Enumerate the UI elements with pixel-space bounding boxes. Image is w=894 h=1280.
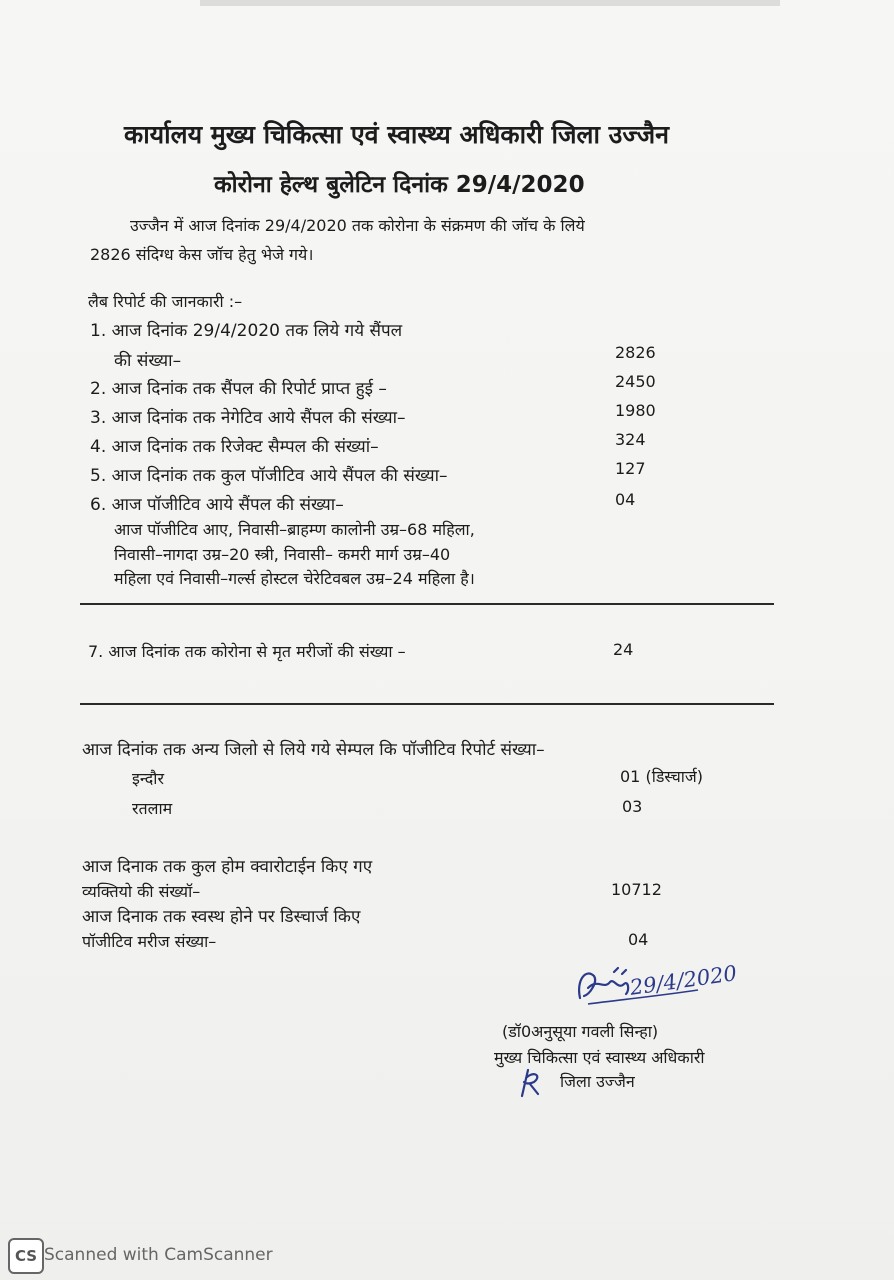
quarantine-value: 10712 bbox=[611, 880, 662, 899]
bulletin-title: कोरोना हेल्थ बुलेटिन दिनांक 29/4/2020 bbox=[214, 172, 585, 198]
lab-item-1-label-line-2: की संख्या– bbox=[114, 351, 182, 371]
lab-heading: लैब रिपोर्ट की जानकारी :– bbox=[88, 292, 243, 311]
lab-item-3-label: 3. आज दिनांक तक नेगेटिव आये सैंपल की संख्या– bbox=[90, 408, 406, 428]
positive-detail-line-3: महिला एवं निवासी–गर्ल्स होस्टल चेरेटिवबल उम्र–24 महिला है। bbox=[114, 569, 475, 588]
office-title: कार्यालय मुख्य चिकित्सा एवं स्वास्थ्य अधिकारी जिला उज्जैन bbox=[124, 120, 670, 149]
signatory-district: जिला उज्जैन bbox=[560, 1072, 635, 1091]
lab-item-1-value: 2826 bbox=[615, 343, 656, 362]
lab-item-2-label: 2. आज दिनांक तक सैंपल की रिपोर्ट प्राप्त हुई – bbox=[90, 379, 387, 399]
intro-line-2: 2826 संदिग्ध केस जॉच हेतु भेजे गये। bbox=[90, 245, 314, 264]
deaths-label: 7. आज दिनांक तक कोरोना से मृत मरीजों की संख्या – bbox=[88, 642, 406, 661]
intro-line-1: उज्जैन में आज दिनांक 29/4/2020 तक कोरोना के संक्रमण की जॉच के लिये bbox=[130, 216, 585, 235]
divider-2 bbox=[80, 703, 774, 705]
positive-detail-line-1: आज पॉजीटिव आए, निवासी–ब्राहम्ण कालोनी उम्र–68 महिला, bbox=[114, 520, 475, 539]
discharge-value: 04 bbox=[628, 930, 649, 949]
quarantine-line-1: आज दिनाक तक कुल होम क्वारोटाईन किए गए bbox=[82, 857, 373, 877]
discharge-line-2: पॉजीटिव मरीज संख्या– bbox=[82, 932, 217, 951]
other-districts-heading: आज दिनांक तक अन्य जिलो से लिये गये सेम्पल कि पॉजीटिव रिपोर्ट संख्या– bbox=[82, 740, 545, 760]
discharge-line-1: आज दिनाक तक स्वस्थ होने पर डिस्चार्ज किए bbox=[82, 907, 361, 927]
lab-item-4-label: 4. आज दिनांक तक रिजेक्ट सैम्पल की संख्यां– bbox=[90, 437, 379, 457]
signatory-designation: मुख्य चिकित्सा एवं स्वास्थ्य अधिकारी bbox=[494, 1048, 705, 1067]
lab-item-3-value: 1980 bbox=[615, 401, 656, 420]
lab-item-4-value: 324 bbox=[615, 430, 646, 449]
initials-mark bbox=[516, 1064, 544, 1100]
lab-item-1-label-line-1: 1. आज दिनांक 29/4/2020 तक लिये गये सैंपल bbox=[90, 321, 403, 341]
handwritten-date: 29/4/2020 bbox=[628, 961, 739, 1000]
lab-item-2-value: 2450 bbox=[615, 372, 656, 391]
camscanner-logo: CS bbox=[8, 1238, 44, 1274]
lab-item-6-label: 6. आज पॉजीटिव आये सैंपल की संख्या– bbox=[90, 495, 344, 515]
divider-1 bbox=[80, 603, 774, 605]
lab-item-6-value: 04 bbox=[615, 490, 636, 509]
district-row-2-value: 03 bbox=[622, 797, 643, 816]
positive-detail-line-2: निवासी–नागदा उम्र–20 स्त्री, निवासी– कमरी मार्ग उम्र–40 bbox=[114, 545, 451, 564]
deaths-value: 24 bbox=[613, 640, 634, 659]
district-row-2-name: रतलाम bbox=[132, 799, 173, 818]
quarantine-line-2: व्यक्तियो की संख्यॉ– bbox=[82, 882, 201, 901]
lab-item-5-value: 127 bbox=[615, 459, 646, 478]
page-top-edge bbox=[200, 0, 780, 6]
district-row-1-value: 01 (डिस्चार्ज) bbox=[620, 767, 704, 786]
signatory-name: (डॉ0अनुसूया गवली सिन्हा) bbox=[502, 1022, 659, 1041]
camscanner-label: Scanned with CamScanner bbox=[44, 1245, 273, 1265]
district-row-1-name: इन्दौर bbox=[132, 769, 164, 788]
lab-item-5-label: 5. आज दिनांक तक कुल पॉजीटिव आये सैंपल की संख्या– bbox=[90, 466, 448, 486]
